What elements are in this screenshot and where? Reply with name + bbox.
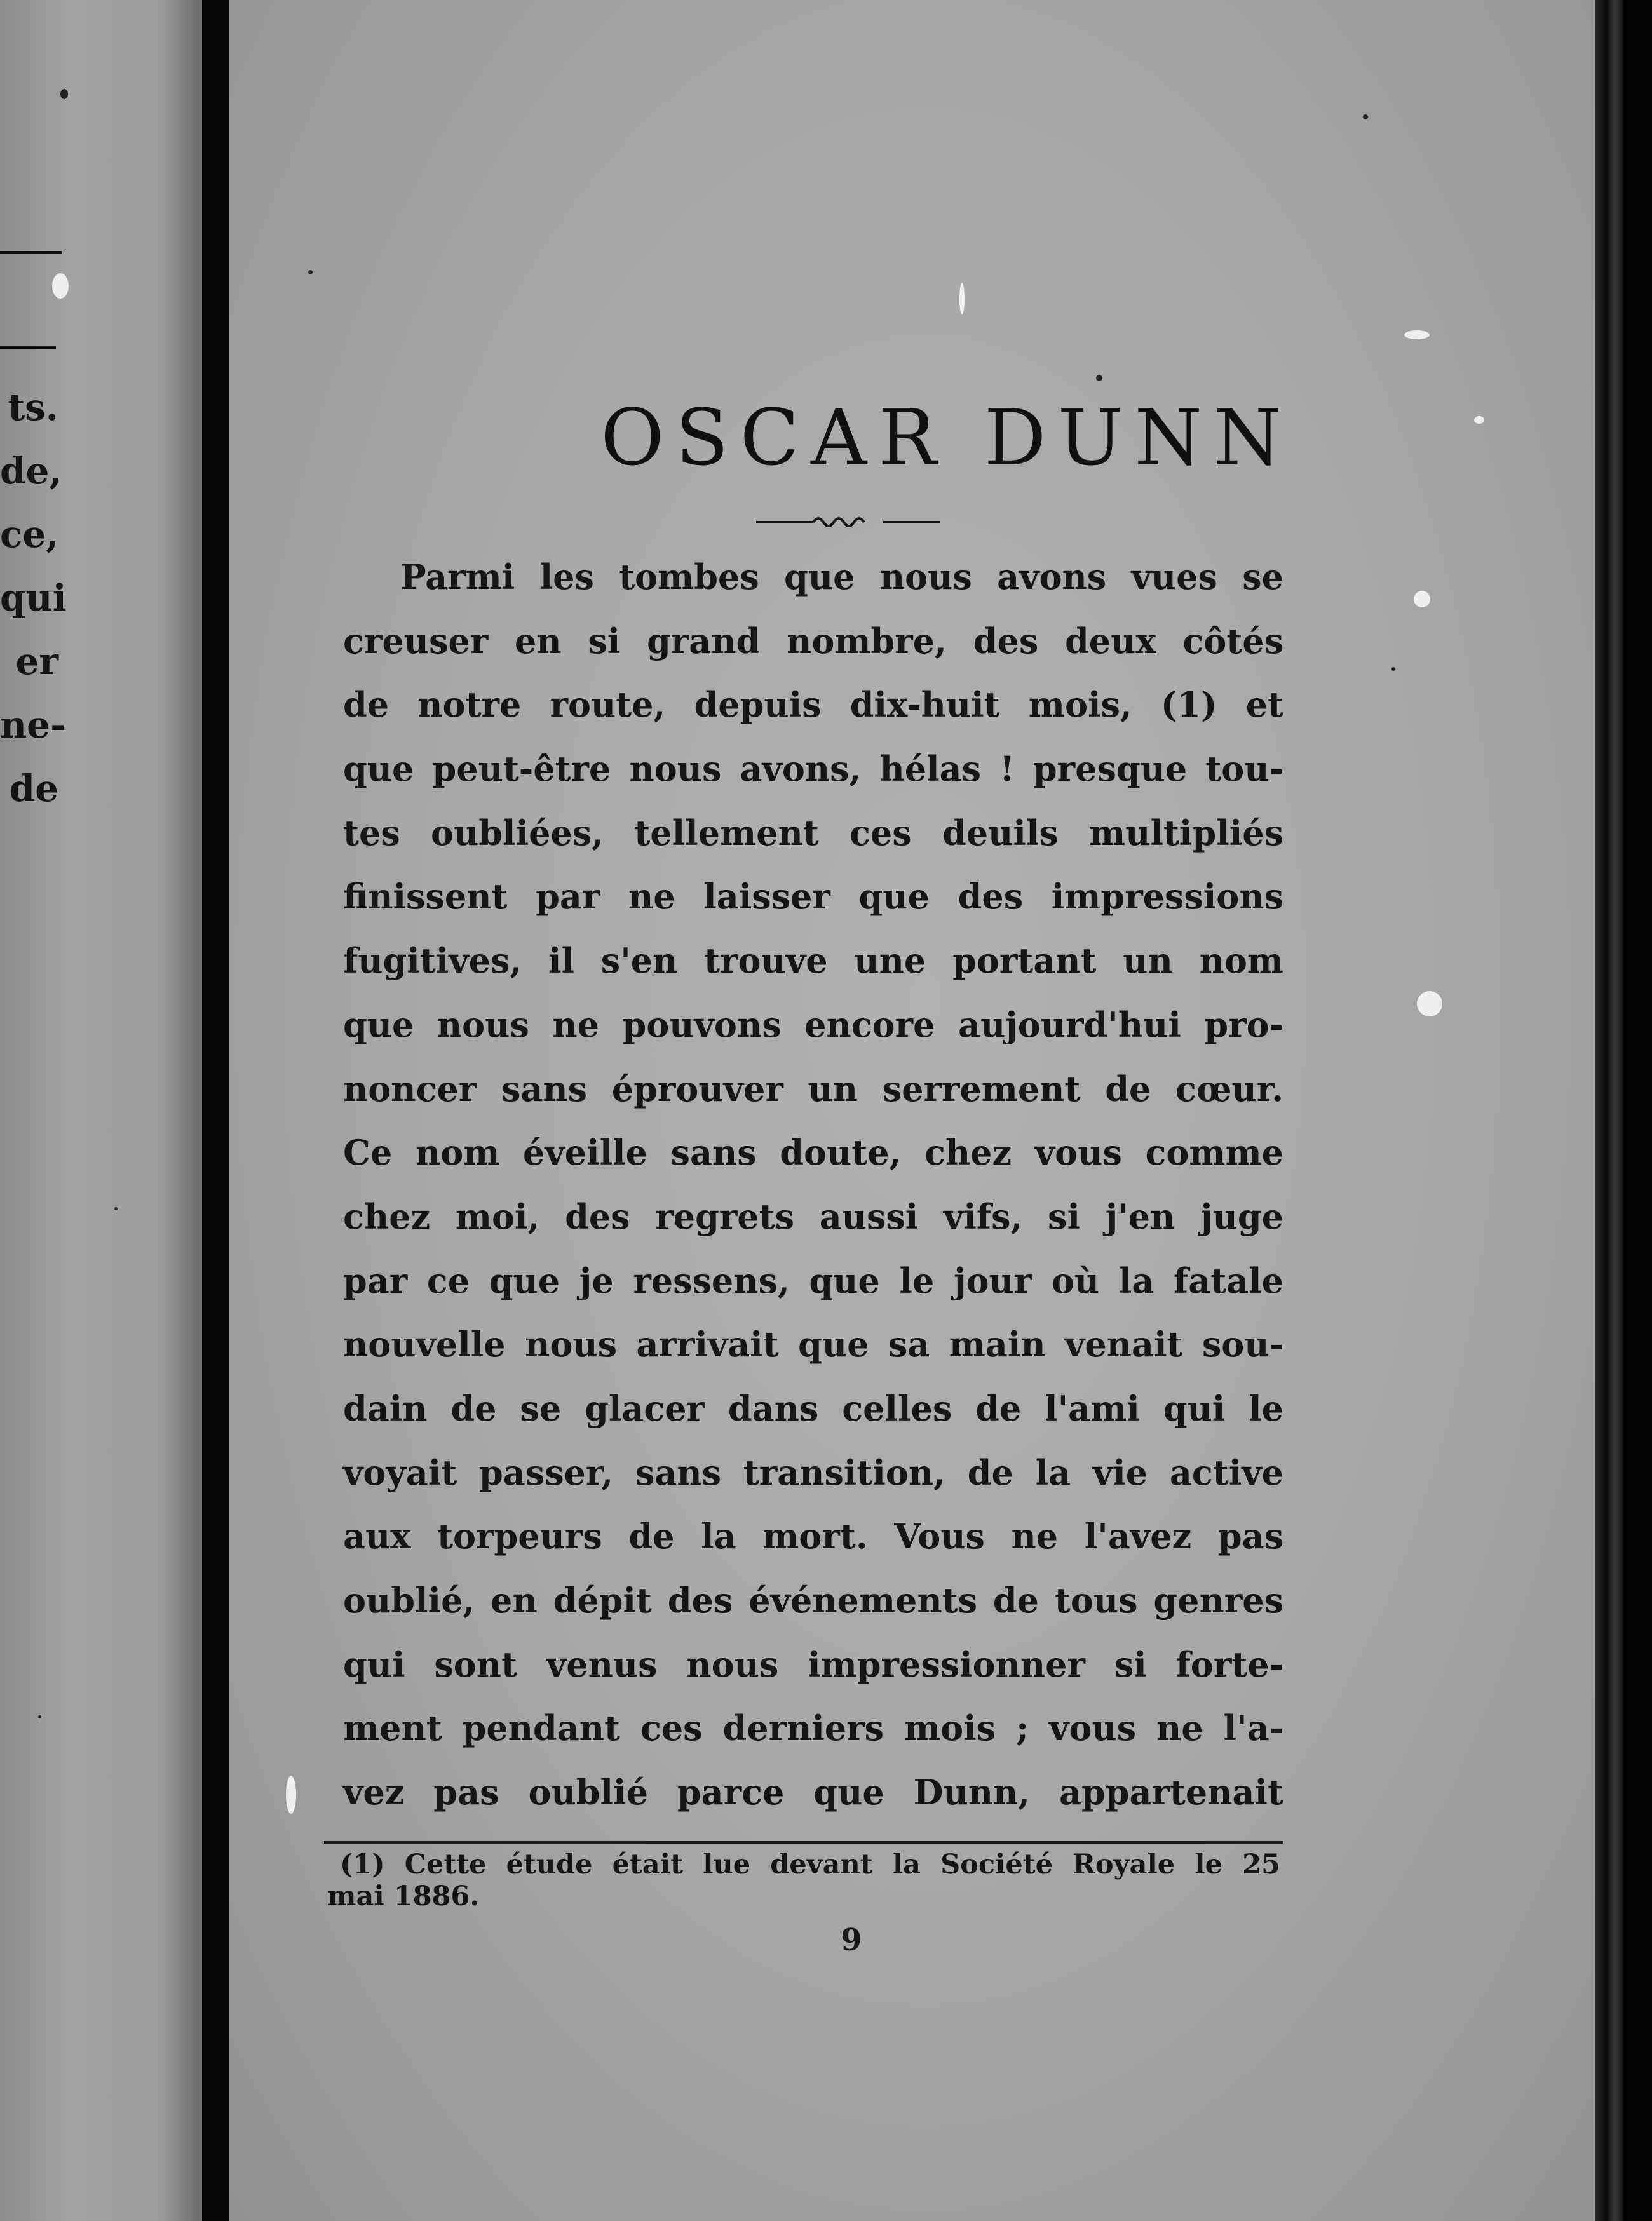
text-fragment: de	[9, 767, 58, 810]
text-line: noncer sans éprouver un serrement de cœur.	[343, 1068, 1283, 1109]
text-line: par ce que je ressens, que le jour où la fatale	[343, 1260, 1283, 1301]
page-edge	[1595, 0, 1623, 2221]
text-line: dain de se glacer dans celles de l'ami qui le	[343, 1387, 1283, 1429]
section-rule	[0, 346, 56, 349]
text-line: vez pas oublié parce que Dunn, appartenait	[343, 1772, 1283, 1813]
text-line: de notre route, depuis dix-huit mois, (1) et	[343, 684, 1283, 726]
footnote-rule	[324, 1841, 1283, 1844]
scan-border	[1623, 0, 1652, 2221]
text-line: voyait passer, sans transition, de la vie active	[343, 1452, 1283, 1493]
book-page	[229, 0, 1623, 2221]
text-fragment: de,	[0, 449, 62, 492]
book-gutter	[202, 0, 229, 2221]
text-line: chez moi, des regrets aussi vifs, si j'en juge	[343, 1196, 1283, 1237]
page-number: 9	[841, 1922, 862, 1958]
ornament-flourish	[753, 508, 944, 534]
text-line: qui sont venus nous impressionner si forte-	[343, 1644, 1283, 1685]
text-line: nouvelle nous arrivait que sa main venait sou-	[343, 1324, 1283, 1365]
text-fragment: er	[15, 640, 58, 683]
text-fragment: ts.	[8, 386, 58, 429]
previous-page-fragment	[0, 0, 202, 2221]
text-line: fugitives, il s'en trouve une portant un nom	[343, 940, 1283, 982]
footnote-line: (1) Cette étude était lue devant la Société Royale le 25	[340, 1849, 1280, 1880]
text-line: oublié, en dépit des événements de tous genres	[343, 1580, 1283, 1621]
text-line: Parmi les tombes que nous avons vues se	[400, 557, 1283, 597]
section-rule	[0, 251, 62, 254]
text-line: finissent par ne laisser que des impressions	[343, 876, 1283, 917]
page-title: OSCAR DUNN	[600, 393, 1293, 483]
footnote	[327, 1849, 1280, 1912]
text-fragment: qui	[0, 576, 67, 619]
text-line: aux torpeurs de la mort. Vous ne l'avez pas	[343, 1516, 1283, 1557]
text-line: tes oubliées, tellement ces deuils multipliés	[343, 812, 1283, 853]
text-line: que nous ne pouvons encore aujourd'hui pro-	[343, 1004, 1283, 1045]
text-fragment: ce,	[0, 513, 59, 556]
text-line: que peut-être nous avons, hélas ! presque tou-	[343, 748, 1283, 790]
text-line: ment pendant ces derniers mois ; vous ne l'a-	[343, 1708, 1283, 1749]
text-line: creuser en si grand nombre, des deux côtés	[343, 620, 1283, 661]
text-line: Ce nom éveille sans doute, chez vous comme	[343, 1132, 1283, 1173]
text-fragment: ne-	[0, 703, 66, 746]
body-text	[343, 545, 1283, 1825]
footnote-line: mai 1886.	[327, 1880, 480, 1912]
